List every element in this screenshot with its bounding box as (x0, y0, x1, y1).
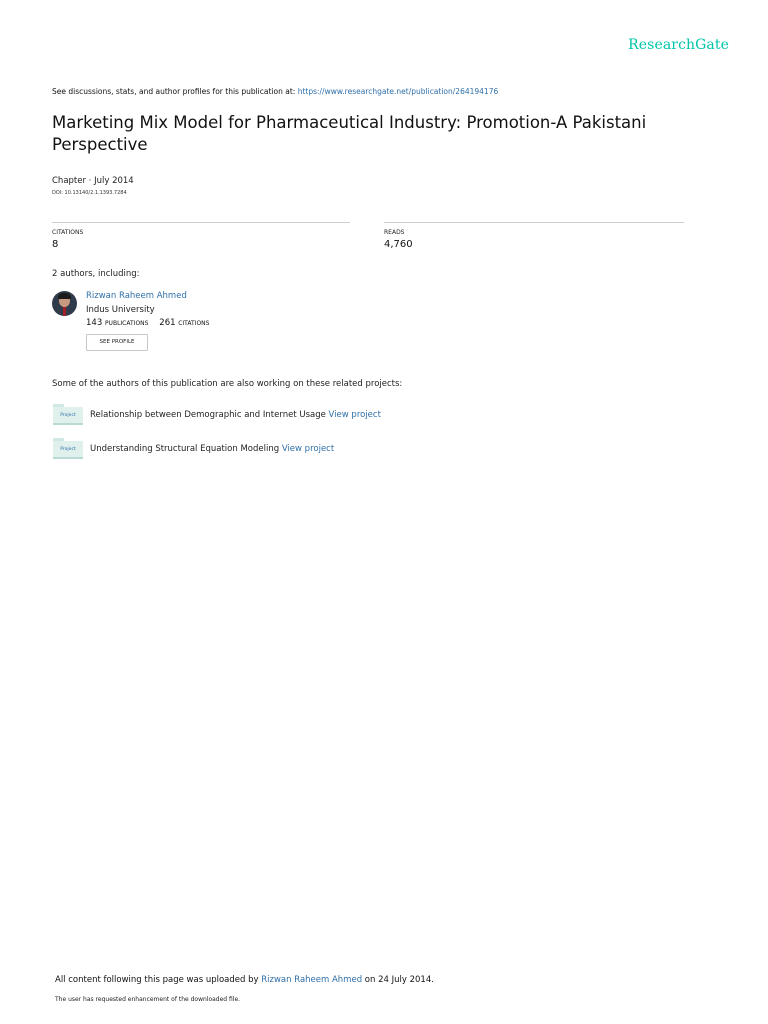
folder-label: Project (60, 447, 76, 452)
avatar-hair (58, 293, 71, 299)
citations-divider (52, 222, 350, 223)
author-avatar[interactable] (52, 291, 77, 316)
author-institution: Indus University (86, 305, 155, 315)
citations-value: 8 (52, 239, 59, 250)
author-citations-count: 261 (159, 318, 176, 328)
authors-heading: 2 authors, including: (52, 269, 140, 279)
projects-heading: Some of the authors of this publication are also working on these related projects: (52, 379, 403, 389)
project-title: Understanding Structural Equation Modeling (90, 444, 280, 454)
publication-title: Marketing Mix Model for Pharmaceutical Industry: Promotion-A Pakistani Perspective (52, 113, 647, 154)
author-citations-label: CITATIONS (178, 320, 210, 327)
upload-prefix: All content following this page was uploaded by (55, 975, 259, 985)
author-publications-label: PUBLICATIONS (104, 320, 149, 327)
publication-type-date: Chapter · July 2014 (52, 176, 134, 186)
reads-value: 4,760 (384, 239, 413, 250)
author-name-link[interactable]: Rizwan Raheem Ahmed (86, 291, 187, 301)
author-publications-count: 143 (86, 318, 103, 328)
uploader-link[interactable]: Rizwan Raheem Ahmed (261, 975, 363, 985)
upload-notice (55, 975, 434, 985)
view-project-link[interactable]: View project (328, 410, 381, 420)
citations-label: CITATIONS (52, 229, 84, 236)
reads-label: READS (384, 229, 405, 236)
avatar-tie (63, 307, 66, 316)
project-folder-icon (53, 404, 83, 425)
project-item (90, 444, 334, 454)
view-project-link[interactable]: View project (281, 444, 335, 454)
publication-url-link[interactable]: https://www.researchgate.net/publication/264194176 (297, 87, 499, 96)
researchgate-logo[interactable]: ResearchGate (628, 37, 729, 53)
enhancement-note: The user has requested enhancement of the downloaded file. (55, 996, 241, 1003)
project-item (90, 410, 381, 420)
folder-label: Project (60, 413, 76, 418)
publication-doi: DOI: 10.13140/2.1.1393.7284 (52, 190, 127, 196)
project-title: Relationship between Demographic and Internet Usage (90, 410, 326, 420)
see-profile-button[interactable]: SEE PROFILE (86, 334, 148, 351)
discussion-text: See discussions, stats, and author profiles for this publication at: (52, 87, 296, 96)
project-folder-icon (53, 438, 83, 459)
upload-suffix: on 24 July 2014. (364, 975, 434, 985)
author-stats (86, 318, 209, 328)
discussion-line (52, 87, 498, 96)
reads-divider (384, 222, 684, 223)
